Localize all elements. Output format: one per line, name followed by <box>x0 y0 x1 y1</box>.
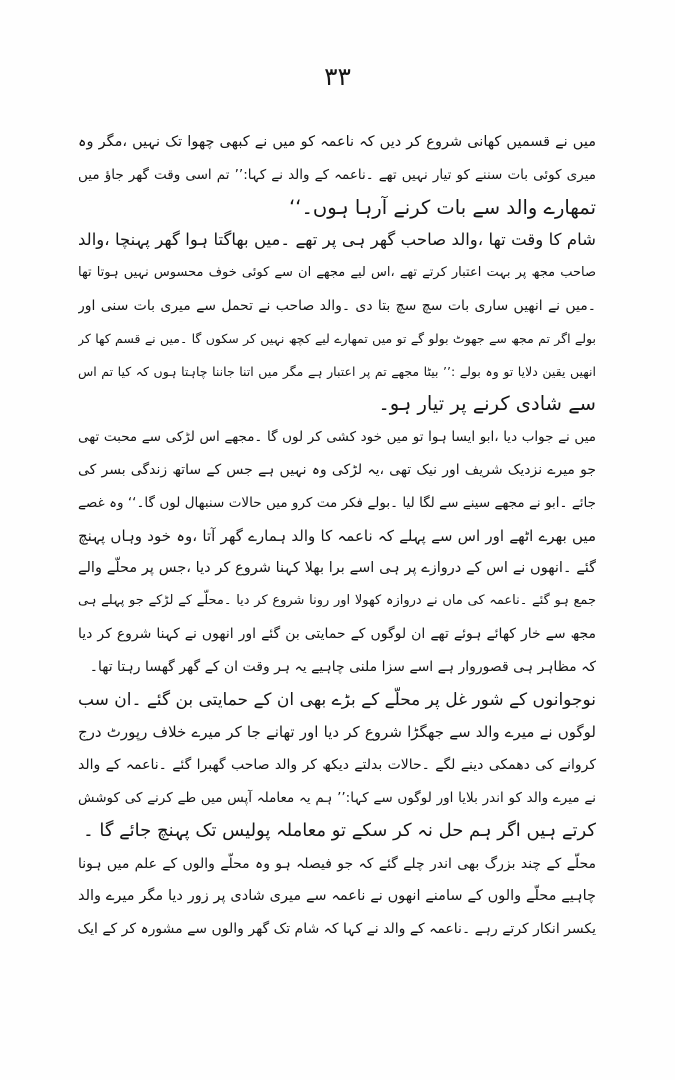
text-line: جائے ۔ابو نے مجھے سینے سے لگا لیا ۔بولے فکر مت کرو میں حالات سنبھال لوں گا۔‘‘ وہ غصے <box>78 494 596 511</box>
text-line: میں نے قسمیں کھانی شروع کر دیں کہ ناعمہ کو میں نے کبھی چھوا تک نہیں ،مگر وہ <box>78 134 596 150</box>
text-line: انھیں یقین دلایا تو وہ بولے :’’ بیٹا مجھے تم پر اعتبار ہے مگر میں اتنا جاننا چاہتا ہوں کہ کیا تم اس <box>78 363 596 379</box>
text-line: صاحب مجھ پر بہت اعتبار کرتے تھے ،اس لیے مجھے ان سے کوئی خوف محسوس نہیں ہوتا تھا <box>78 265 596 281</box>
text-line: نوجوانوں کے شور غل پر محلّے کے بڑے بھی ان کے حمایتی بن گئے ۔ان سب <box>78 689 596 710</box>
text-line: محلّے کے چند بزرگ بھی اندر چلے گئے کہ جو فیصلہ ہو وہ محلّے والوں کے علم میں ہونا <box>78 855 596 872</box>
text-line: یکسر انکار کرتے رہے ۔ناعمہ کے والد نے کہا کہ شام تک گھر والوں سے مشورہ کر کے ایک <box>78 921 596 938</box>
text-line: سے شادی کرنے پر تیار ہو۔ <box>378 392 596 416</box>
text-line: گئے ۔انھوں نے اس کے دروازے پر ہی اسے برا بھلا کہنا شروع کر دیا ،جس پر محلّے والے <box>78 560 596 577</box>
text-line: جمع ہو گئے ۔ناعمہ کی ماں نے دروازہ کھولا اور رونا شروع کر دیا ۔محلّے کے لڑکے جو پہلے ہی <box>78 593 596 609</box>
text-line: تمھارے والد سے بات کرنے آرہا ہوں۔‘‘ <box>289 195 596 219</box>
page-body-text <box>78 126 596 946</box>
text-line: کرتے ہیں اگر ہم حل نہ کر سکے تو معاملہ پولیس تک پہنچ جائے گا ۔ <box>83 819 596 841</box>
text-line: میری کوئی بات سننے کو تیار نہیں تھے ۔ناعمہ کے والد نے کہا:’’ تم اسی وقت گھر جاؤ میں <box>78 166 596 183</box>
text-line: لوگوں نے میرے والد سے جھگڑا شروع کر دیا اور تھانے جا کر میرے خلاف رپورٹ درج <box>78 723 596 742</box>
text-line: کہ مظاہر ہی قصوروار ہے اسے سزا ملنی چاہیے یہ ہر وقت ان کے گھر گھسا رہتا تھا۔ <box>89 658 596 675</box>
text-line: میں نے جواب دیا ،ابو ایسا ہوا تو میں خود کشی کر لوں گا ۔مجھے اس لڑکی سے محبت تھی <box>78 429 596 446</box>
page-number: ۳۳ <box>324 62 351 91</box>
text-line: جو میرے نزدیک شریف اور نیک تھی ،یہ لڑکی وہ نہیں ہے جس کے ساتھ زندگی بسر کی <box>78 461 596 478</box>
text-line: بولے اگر تم مجھ سے جھوٹ بولو گے تو میں تمھارے لیے کچھ نہیں کر سکوں گا ۔میں نے قسم کھا کر <box>78 330 596 346</box>
text-line: شام کا وقت تھا ،والد صاحب گھر ہی پر تھے ۔میں بھاگتا ہوا گھر پہنچا ،والد <box>78 230 596 250</box>
text-line: میں بھرے اٹھے اور اس سے پہلے کہ ناعمہ کا والد ہمارے گھر آتا ،وہ خود وہاں پہنچ <box>78 526 596 545</box>
text-line: چاہیے محلّے والوں کے سامنے انھوں نے ناعمہ سے میری شادی پر زور دیا مگر میرے والد <box>78 888 596 905</box>
text-line: ۔میں نے انھیں ساری بات سچ سچ بتا دی ۔والد صاحب نے تحمل سے میری بات سنی اور <box>78 297 596 314</box>
text-line: مجھ سے خار کھائے ہوئے تھے ان لوگوں کے حمایتی بن گئے اور انھوں نے کہنا شروع کر دیا <box>78 625 596 642</box>
text-line: کروانے کی دھمکی دینے لگے ۔حالات بدلتے دیکھ کر والد صاحب گھبرا گئے ۔ناعمہ کے والد <box>78 757 596 774</box>
text-line: نے میرے والد کو اندر بلایا اور لوگوں سے کہا:’’ ہم یہ معاملہ آپس میں طے کرنے کی کوشش <box>78 789 596 806</box>
